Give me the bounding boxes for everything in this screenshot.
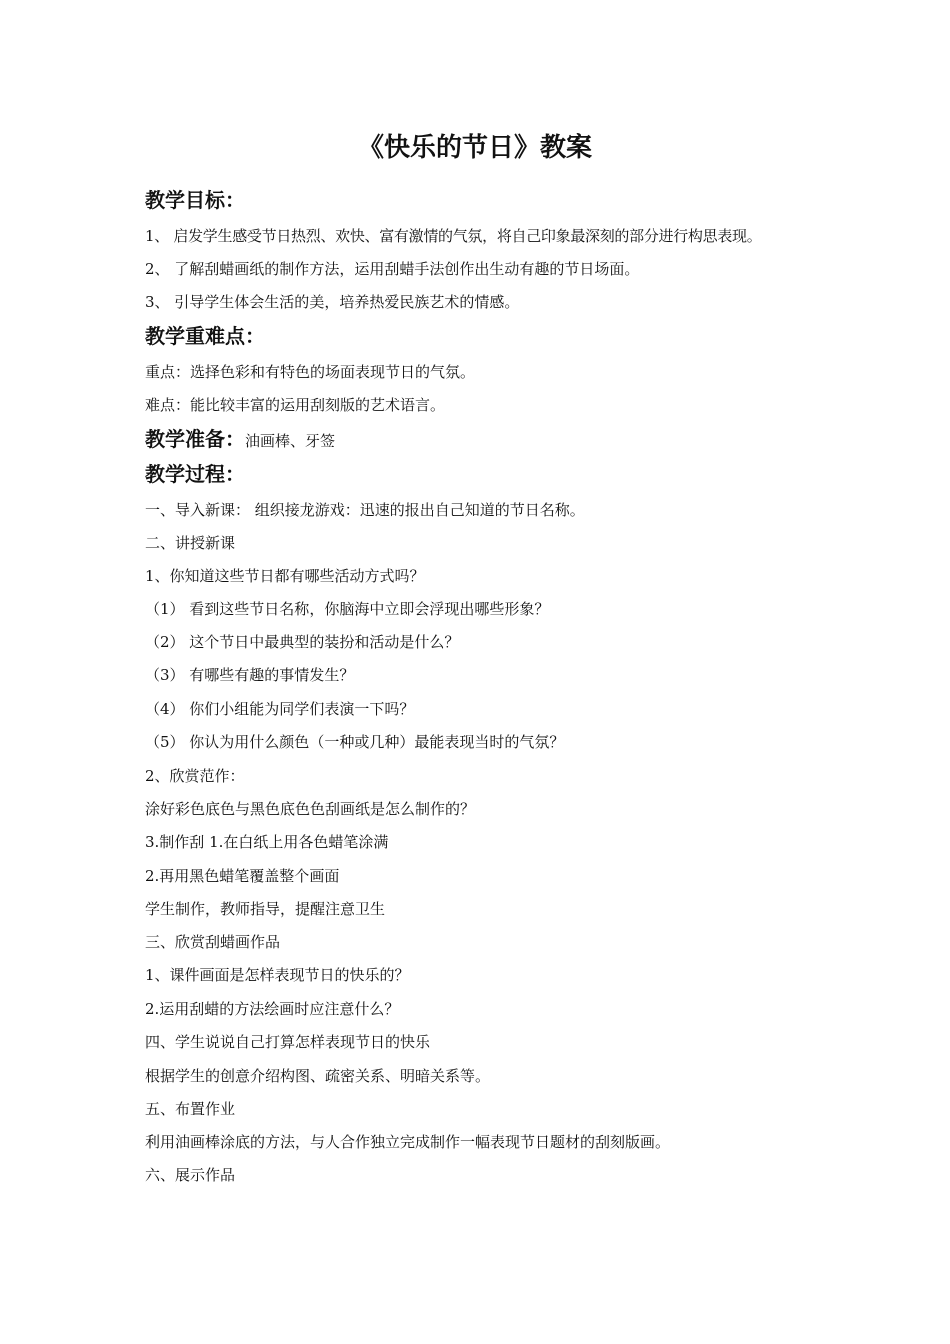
process-line: （5） 你认为用什么颜色（一种或几种）最能表现当时的气氛？ (145, 733, 565, 751)
process-line: 六、展示作品 (145, 1166, 236, 1184)
preparation-heading: 教学准备： (145, 427, 245, 451)
process-line: 学生制作，教师指导，提醒注意卫生 (145, 900, 386, 918)
goal-item-2: 2、 了解刮蜡画纸的制作方法，运用刮蜡手法创作出生动有趣的节日场面。 (145, 260, 640, 278)
preparation-materials: 油画棒、牙签 (245, 432, 336, 450)
preparation-heading-row (145, 424, 335, 456)
process-line: 1、课件画面是怎样表现节日的快乐的？ (145, 966, 410, 984)
process-line: （2） 这个节日中最典型的装扮和活动是什么？ (145, 633, 460, 651)
goal-item-3: 3、 引导学生体会生活的美，培养热爱民族艺术的情感。 (145, 293, 520, 311)
process-line: 四、学生说说自己打算怎样表现节日的快乐 (145, 1033, 431, 1051)
process-line: 二、讲授新课 (145, 534, 236, 552)
process-line: 2、欣赏范作： (145, 767, 245, 785)
process-heading: 教学过程： (145, 462, 245, 486)
key-point-difficulty: 难点：能比较丰富的运用刮刻版的艺术语言。 (145, 396, 446, 414)
process-line: 2.再用黑色蜡笔覆盖整个画面 (145, 867, 340, 885)
goal-item-1: 1、 启发学生感受节日热烈、欢快、富有激情的气氛，将自己印象最深刻的部分进行构思表现。 (145, 227, 762, 245)
process-line: 利用油画棒涂底的方法，与人合作独立完成制作一幅表现节日题材的刮刻版画。 (145, 1133, 671, 1151)
process-line: 五、布置作业 (145, 1100, 236, 1118)
goals-heading: 教学目标： (145, 188, 245, 212)
process-line: 根据学生的创意介绍构图、疏密关系、明暗关系等。 (145, 1067, 491, 1085)
key-point-focus: 重点：选择色彩和有特色的场面表现节日的气氛。 (145, 363, 476, 381)
key-points-heading: 教学重难点： (145, 324, 265, 348)
process-line: 一、导入新课： 组织接龙游戏：迅速的报出自己知道的节日名称。 (145, 501, 585, 519)
process-line: 涂好彩色底色与黑色底色色刮画纸是怎么制作的？ (145, 800, 476, 818)
process-line: 2.运用刮蜡的方法绘画时应注意什么？ (145, 1000, 400, 1018)
document-title: 《快乐的节日》教案 (357, 133, 592, 163)
process-line: 3.制作刮 1.在白纸上用各色蜡笔涂满 (145, 833, 389, 851)
process-line: （3） 有哪些有趣的事情发生？ (145, 666, 355, 684)
process-line: （1） 看到这些节日名称，你脑海中立即会浮现出哪些形象？ (145, 600, 550, 618)
process-line: 三、欣赏刮蜡画作品 (145, 933, 281, 951)
process-line: （4） 你们小组能为同学们表演一下吗？ (145, 700, 415, 718)
process-line: 1、你知道这些节日都有哪些活动方式吗？ (145, 567, 425, 585)
